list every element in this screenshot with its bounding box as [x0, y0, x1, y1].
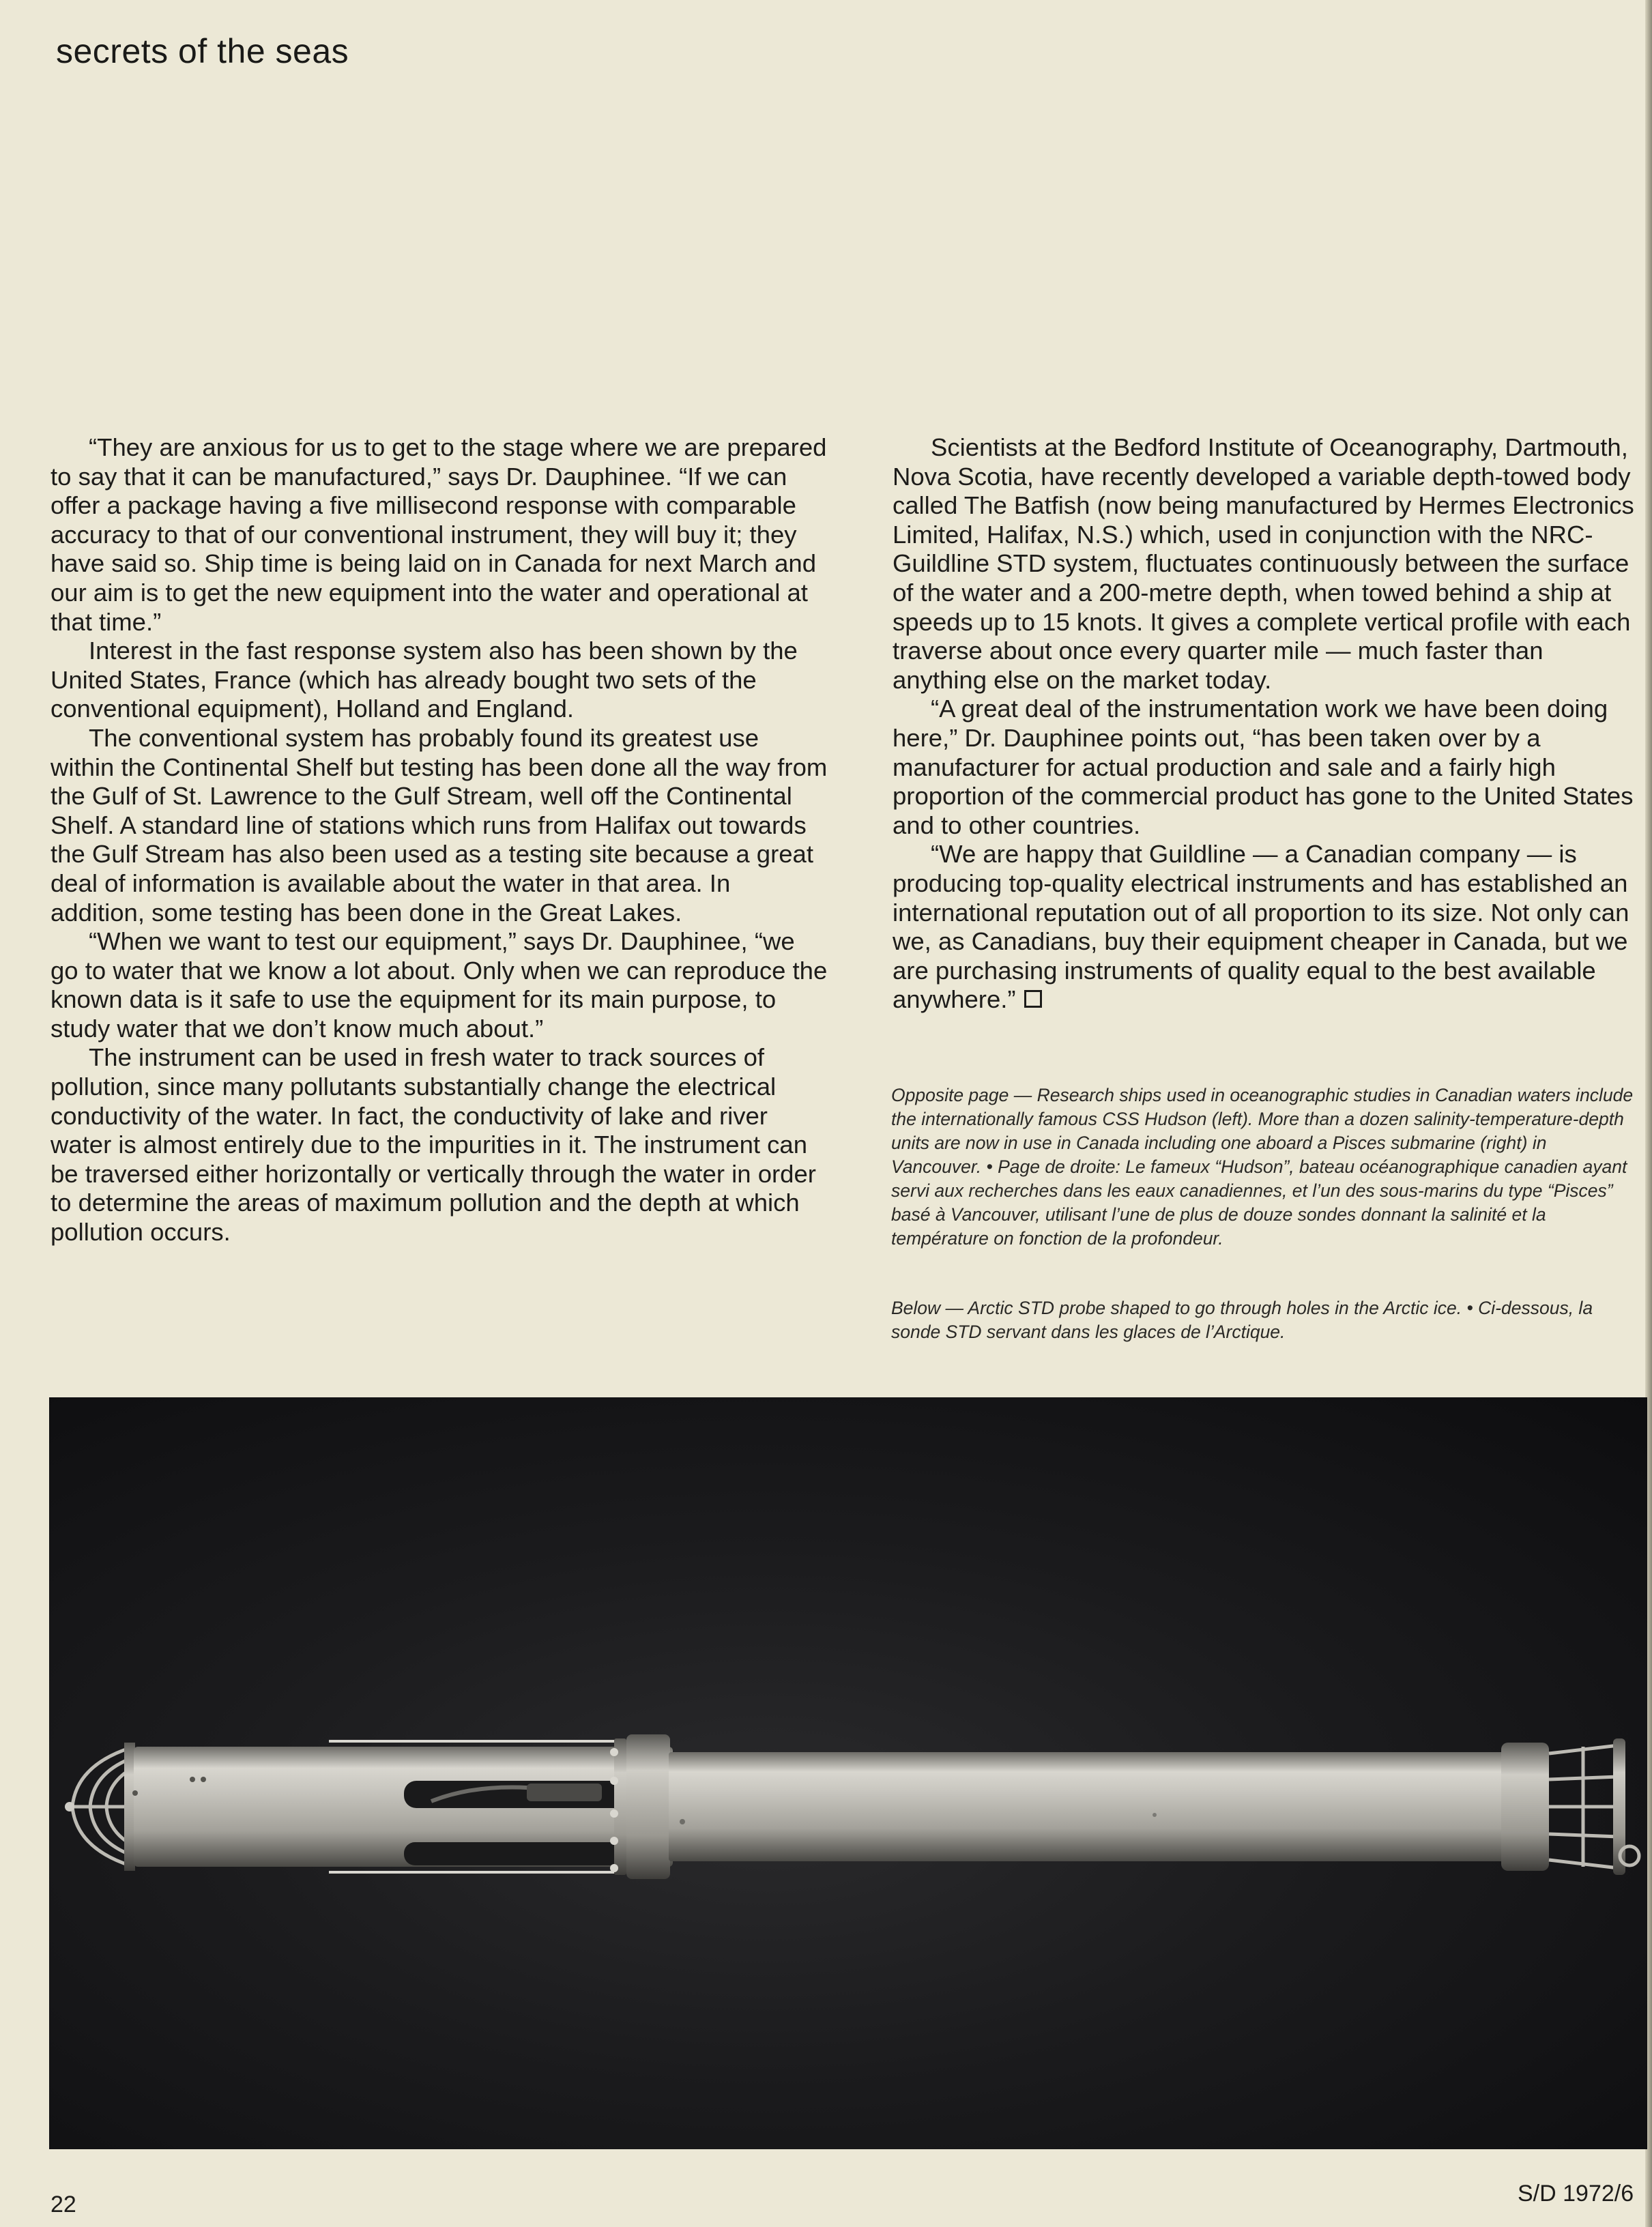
paragraph: The instrument can be used in fresh water to track sources of pollution, since many pollutants substantially change the electrical conductivity of the water. In fact, the conductivity of lake and river water is almost entirely due to the impurities in it. The instrument can be traversed either horizontally or vertically through the water in order to determine the areas of maximum pollution and the depth at which pollution occurs.: [50, 1043, 816, 1247]
paragraph-final: [893, 840, 1638, 1015]
paragraph: Scientists at the Bedford Institute of Oceanography, Dartmouth, Nova Scotia, have recently developed a variable depth-towed body called The Batfish (now being manufactured by Hermes Electronics Limited, Halifax, N.S.) which, used in conjunction with the NRC-Guildline STD system, fluctuates continuously between the surface of the water and a 200-metre depth, when towed behind a ship at speeds up to 15 knots. It gives a complete vertical profile with each traverse about once every quarter mile — much faster than anything else on the market today.: [893, 433, 1634, 694]
paragraph: “When we want to test our equipment,” says Dr. Dauphinee, “we go to water that we know a lot about. Only when we can reproduce the known data is it safe to use the equipment for its main purpose, to study water that we don’t know much about.”: [50, 927, 828, 1043]
article-right-column: [893, 433, 1638, 1015]
paragraph: Interest in the fast response system also has been shown by the United States, France (which has already bought two sets of the conventional equipment), Holland and England.: [50, 637, 798, 723]
running-head: secrets of the seas: [56, 32, 349, 70]
paragraph-text: “We are happy that Guildline — a Canadian company — is producing top-quality electrical instruments and has established an international reputation out of all proportion to its size. Not only can we, as Canadians, buy their equipment cheaper in Canada, but we are purchasing instruments of quality equal to the best available anywhere.”: [893, 840, 1629, 1014]
right-cage: [1549, 1744, 1619, 1869]
end-mark-icon: [1024, 990, 1042, 1008]
caption-opposite-page: Opposite page — Research ships used in oceanographic studies in Canadian waters include the internationally famous CSS Hudson (left). More than a dozen salinity-temperature-depth units are now in use in Canada including one aboard a Pisces submarine (right) in Vancouver. • Page de droite: Le fameux “Hudson”, bateau océanographique canadien ayant servi aux recherches dans les eaux canadiennes, et l’un des sous-marins du type “Pisces” basé à Vancouver, utilisant l’une de plus de douze sondes donnant la salinité et la température on fonction de la profondeur.: [891, 1085, 1634, 1249]
article-left-column: [50, 433, 828, 1247]
paragraph: The conventional system has probably found its greatest use within the Continental Shelf but testing has been done all the way from the Gulf of St. Lawrence to the Gulf Stream, well off the Continental Shelf. A standard line of stations which runs from Halifax out towards the Gulf Stream has also been used as a testing site because a great deal of information is available about the water in that area. In addition, some testing has been done in the Great Lakes.: [50, 723, 828, 927]
paragraph: “They are anxious for us to get to the stage where we are prepared to say that it can be manufactured,” says Dr. Dauphinee. “If we can offer a package having a five millisecond response with comparable accuracy to that of our conventional instrument, they will buy it; they have said so. Ship time is being laid on in Canada for next March and our aim is to get the new equipment into the water and operational at that time.”: [50, 433, 827, 636]
issue-label: S/D 1972/6: [1518, 2181, 1634, 2207]
page-number: 22: [50, 2192, 76, 2217]
caption-below: Below — Arctic STD probe shaped to go through holes in the Arctic ice. • Ci-dessous, la sonde STD servant dans les glaces de l’Arctique.: [891, 1298, 1593, 1342]
paragraph: “A great deal of the instrumentation work we have been doing here,” Dr. Dauphinee points out, “has been taken over by a manufacturer for actual production and sale and a fairly high proportion of the commercial product has gone to the United States and to other countries.: [893, 695, 1634, 839]
std-probe-illustration: [49, 1397, 1647, 2149]
left-cage: [72, 1748, 130, 1865]
photo-std-probe: [49, 1397, 1647, 2149]
